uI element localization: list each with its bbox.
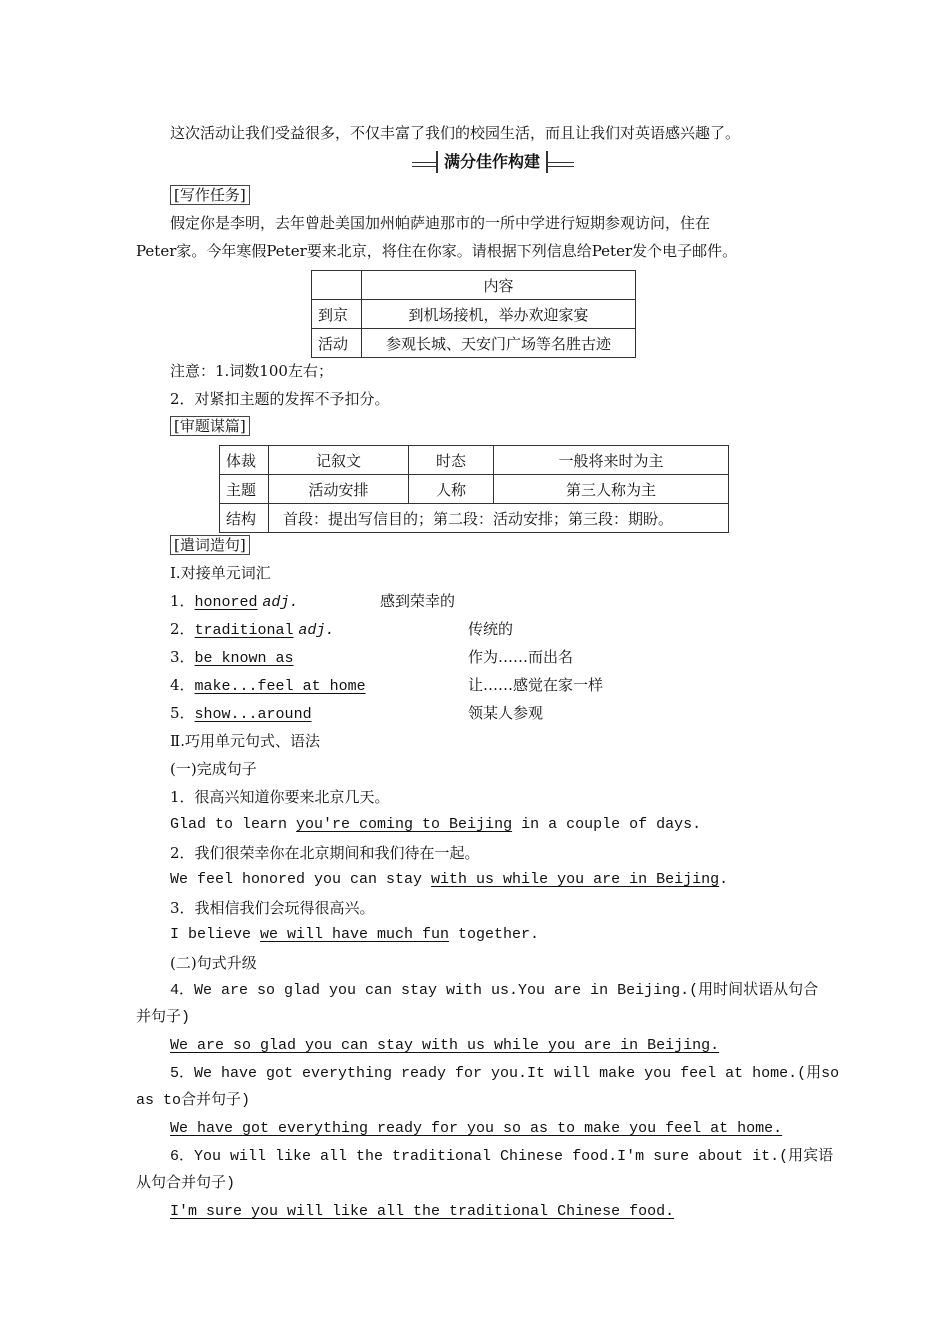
vocab-pos: adj. — [298, 622, 335, 639]
analysis-value: 第三人称为主 — [494, 475, 729, 504]
question-5-cont: as to合并句子) — [136, 1092, 251, 1109]
analysis-key: 时态 — [409, 446, 494, 475]
task-table-header: 内容 — [362, 271, 636, 300]
vocab-item: 5．show...around — [170, 704, 312, 723]
analysis-value: 首段：提出写信目的；第二段：活动安排；第三段：期盼。 — [269, 504, 729, 533]
answer: we will have much fun — [260, 926, 450, 943]
answer-5: We have got everything ready for you so as to make you feel at home. — [170, 1120, 783, 1137]
task-row-label: 到京 — [312, 300, 362, 329]
question-4: 4．We are so glad you can stay with us.You are in Beijing.(用时间状语从句合 — [170, 982, 819, 999]
sentence-3-prompt: 3．我相信我们会玩得很高兴。 — [170, 899, 375, 917]
sentence-1: Glad to learn you're coming to Beijing in a couple of days. — [170, 816, 702, 833]
question-4-cont: 并句子) — [136, 1009, 191, 1026]
task-line-1: 假定你是李明，去年曾赴美国加州帕萨迪那市的一所中学进行短期参观访问，住在 — [170, 214, 711, 232]
analysis-label: [审题谋篇] — [170, 416, 250, 436]
vocab-item: 2．traditional adj. — [170, 620, 335, 639]
vocab-item: 4．make...feel at home — [170, 676, 366, 695]
answer-6: I'm sure you will like all the traditional Chinese food. — [170, 1203, 675, 1220]
sentence-1-prompt: 1．很高兴知道你要来北京几天。 — [170, 788, 390, 806]
task-line-2: Peter家。今年寒假Peter要来北京，将住在你家。请根据下列信息给Peter发个电子邮件。 — [136, 242, 738, 260]
answer: with us while you are in Beijing — [431, 871, 720, 888]
answer-4: We are so glad you can stay with us while you are in Beijing. — [170, 1037, 720, 1054]
note-1: 注意：1.词数100左右； — [170, 362, 333, 380]
vocab-item: 3．be known as — [170, 648, 294, 667]
sentence-3: I believe we will have much fun together. — [170, 926, 540, 943]
vocab-term: show...around — [194, 706, 312, 723]
analysis-key: 人称 — [409, 475, 494, 504]
sentence-2-prompt: 2．我们很荣幸你在北京期间和我们待在一起。 — [170, 844, 480, 862]
sentence-2: We feel honored you can stay with us while you are in Beijing. — [170, 871, 729, 888]
task-table-corner — [312, 271, 362, 300]
vocab-section-1: Ⅰ.对接单元词汇 — [170, 564, 271, 582]
vocab-term: be known as — [194, 650, 294, 667]
vocab-term: honored — [194, 594, 258, 611]
vocab-section-2: Ⅱ.巧用单元句式、语法 — [170, 732, 320, 750]
vocab-term: make...feel at home — [194, 678, 366, 695]
vocab-meaning: 传统的 — [468, 620, 514, 638]
task-row-content: 参观长城、天安门广场等名胜古迹 — [362, 329, 636, 358]
task-table — [311, 270, 636, 358]
subsection-complete: (一)完成句子 — [170, 760, 257, 778]
vocab-term: traditional — [194, 622, 294, 639]
vocab-meaning: 领某人参观 — [468, 704, 544, 722]
writing-task-label: [写作任务] — [170, 185, 250, 205]
answer: you're coming to Beijing — [296, 816, 513, 833]
intro-line: 这次活动让我们受益很多，不仅丰富了我们的校园生活，而且让我们对英语感兴趣了。 — [170, 124, 741, 142]
analysis-value: 记叙文 — [269, 446, 409, 475]
banner-title: 满分佳作构建 — [436, 151, 548, 173]
vocab-meaning: 作为……而出名 — [468, 648, 574, 666]
analysis-table — [219, 445, 729, 533]
vocab-meaning: 感到荣幸的 — [380, 592, 456, 610]
question-6-cont: 从句合并句子) — [136, 1175, 236, 1192]
section-banner — [412, 151, 574, 175]
note-2: 2．对紧扣主题的发挥不予扣分。 — [170, 390, 390, 408]
analysis-key: 结构 — [220, 504, 269, 533]
task-row-content: 到机场接机，举办欢迎家宴 — [362, 300, 636, 329]
vocab-meaning: 让……感觉在家一样 — [468, 676, 604, 694]
subsection-upgrade: (二)句式升级 — [170, 954, 257, 972]
analysis-key: 体裁 — [220, 446, 269, 475]
analysis-value: 一般将来时为主 — [494, 446, 729, 475]
question-5: 5．We have got everything ready for you.It will make you feel at home.(用so — [170, 1065, 840, 1082]
vocab-item: 1．honored adj. — [170, 592, 299, 611]
vocab-pos: adj. — [262, 594, 299, 611]
question-6: 6．You will like all the traditional Chinese food.I'm sure about it.(用宾语 — [170, 1148, 834, 1165]
task-row-label: 活动 — [312, 329, 362, 358]
analysis-value: 活动安排 — [269, 475, 409, 504]
vocab-label: [遣词造句] — [170, 535, 250, 555]
analysis-key: 主题 — [220, 475, 269, 504]
